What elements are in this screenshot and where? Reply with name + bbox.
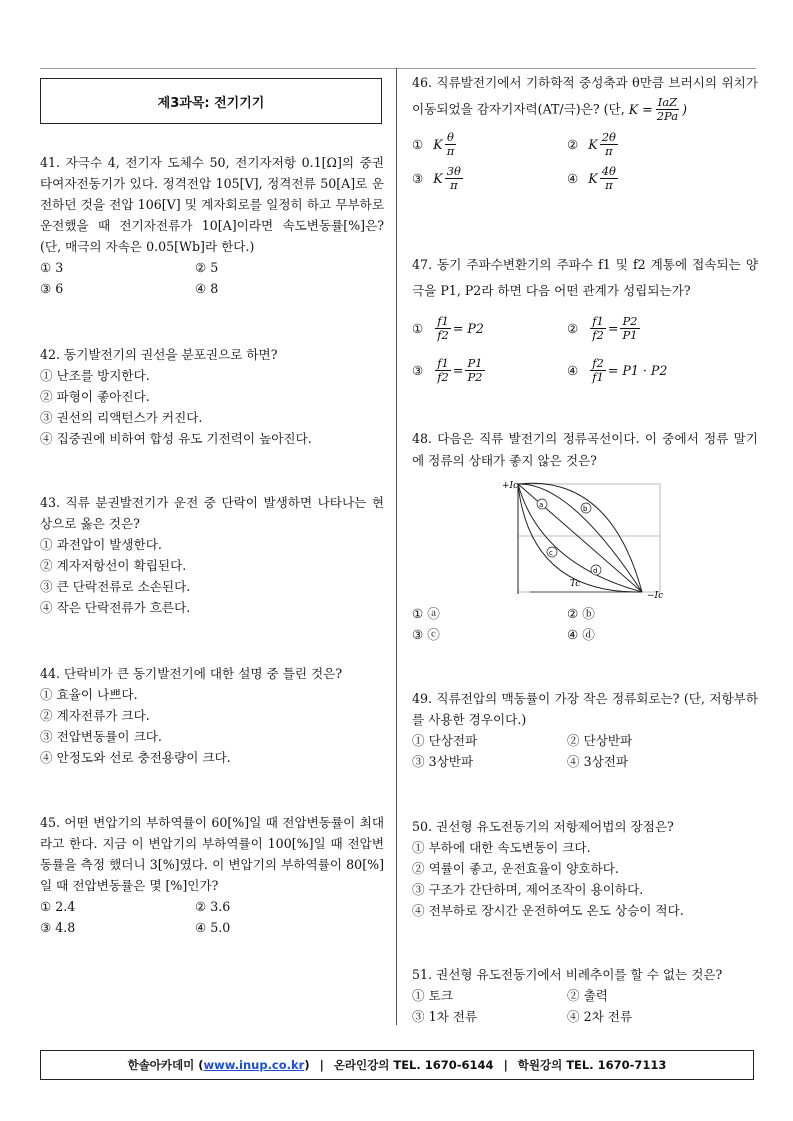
option-numerator: f1: [437, 355, 449, 370]
option-3[interactable]: ③ 권선의 리액턴스가 커진다.: [40, 410, 203, 425]
option-2[interactable]: ② $\frac{f1}{f2}$ = $\frac{P2}{P1}$: [567, 313, 638, 342]
question-stem: 41. 자극수 4, 전기자 도체수 50, 전기자저항 0.1[Ω]의 중권 타여자전동기가 있다. 정격전압 105[V], 정격전류 50[A]로 운전하던 것을 전압 106[V] 및 계자회로를 일정히 하고 무부하로 운전했을 때 전기자전류가 10[A]이라면 속도변동률[%]은? (단, 매극의 자속은 0.05[Wb]라 한다.): [40, 155, 384, 254]
question-stem: 47. 동기 주파수변환기의 주파수 f1 및 f2 계통에 접속되는 양극을 P1, P2라 하면 다음 어떤 관계가 성립되는가?: [412, 257, 758, 298]
option-4[interactable]: ④ 작은 단락전류가 흐른다.: [40, 600, 191, 615]
option-1[interactable]: ① 3: [40, 260, 64, 275]
footer-banner: 한솔아카데미 ( www.inup.co.kr ) | 온라인강의 TEL. 1670-6144 | 학원강의 TEL. 1670-7113: [40, 1050, 754, 1080]
option-rhs-numerator: P2: [622, 313, 638, 328]
option-4[interactable]: [567, 165, 722, 192]
option-numerator: 3θ: [446, 163, 461, 178]
formula-k: K = $\frac{\text{IaZ}}{2Pa}$ ): [628, 95, 688, 123]
option-1[interactable]: ① 난조를 방지한다.: [40, 368, 150, 383]
option-mark: ②: [567, 320, 579, 336]
k-symbol: K: [433, 170, 443, 186]
option-1[interactable]: ① 단상전파: [412, 733, 478, 748]
question-stem: 51. 권선형 유도전동기에서 비례추이를 할 수 없는 것은?: [412, 967, 723, 982]
linear-commutation-line: [518, 484, 642, 592]
k-symbol: K: [433, 136, 443, 152]
formula-denominator: 2Pa: [656, 109, 679, 123]
academy-link[interactable]: www.inup.co.kr: [203, 1058, 305, 1072]
option-3[interactable]: ③ $\frac{f1}{f2}$ = $\frac{P1}{P2}$: [412, 355, 483, 384]
period-label: Tc: [570, 579, 581, 589]
question-stem: [412, 70, 758, 123]
question-45: [40, 812, 384, 938]
option-1[interactable]: [412, 315, 567, 342]
question-stem: 49. 직류전압의 맥동률이 가장 작은 정류회로는? (단, 저항부하를 사용한 경우이다.): [412, 691, 758, 727]
curve-b-label: b: [583, 505, 588, 513]
question-stem: 44. 단락비가 큰 동기발전기에 대한 설명 중 틀린 것은?: [40, 666, 343, 681]
option-mark: ①: [412, 136, 424, 152]
option-numerator: f2: [592, 355, 604, 370]
option-3[interactable]: ③ 전압변동률이 크다.: [40, 729, 162, 744]
option-2[interactable]: ② 5: [195, 260, 219, 275]
option-4[interactable]: ④ ⓓ: [567, 627, 595, 642]
curve-c-label: c: [549, 549, 553, 557]
option-rhs-denominator: P1: [622, 327, 638, 342]
option-denominator: f1: [592, 369, 604, 384]
question-46: [412, 70, 758, 193]
option-3[interactable]: ③ ⓒ: [412, 627, 440, 642]
option-denominator: f2: [437, 369, 449, 384]
option-1[interactable]: ① 효율이 나쁘다.: [40, 687, 138, 702]
question-48: [412, 428, 758, 472]
option-mark: ①: [412, 320, 424, 336]
option-4[interactable]: ④ 8: [195, 281, 219, 296]
option-3[interactable]: ③ 1차 전류: [412, 1009, 478, 1024]
top-label: +Ic: [502, 481, 519, 491]
option-2[interactable]: ② 출력: [567, 988, 608, 1003]
option-2[interactable]: ② 계자전류가 크다.: [40, 708, 150, 723]
option-numerator: θ: [447, 129, 454, 144]
option-2[interactable]: ② 단상반파: [567, 733, 633, 748]
option-4[interactable]: ④ 3상전파: [567, 754, 629, 769]
option-1[interactable]: [412, 131, 567, 158]
option-4[interactable]: ④ 안정도와 선로 충전용량이 크다.: [40, 750, 231, 765]
k-symbol: K: [588, 136, 598, 152]
option-3[interactable]: ③ 큰 단락전류로 소손된다.: [40, 579, 191, 594]
question-48-options: [412, 603, 758, 645]
option-4[interactable]: ④ 집중권에 비하여 합성 유도 기전력이 높아진다.: [40, 431, 312, 446]
option-denominator: π: [450, 177, 458, 192]
subject-title: 제3과목: 전기기기: [40, 78, 382, 124]
option-2[interactable]: ② 계자저항선이 확립된다.: [40, 558, 187, 573]
formula-k-symbol: K: [628, 101, 639, 117]
option-mark: ③: [412, 362, 424, 378]
question-47: [412, 252, 758, 388]
question-stem: 43. 직류 분권발전기가 운전 중 단락이 발생하면 나타나는 현상으로 옳은 것은?: [40, 495, 384, 531]
question-51: [412, 964, 758, 1027]
option-1[interactable]: ① 2.4: [40, 899, 76, 914]
option-3[interactable]: ③ 구조가 간단하며, 제어조작이 용이하다.: [412, 882, 644, 897]
option-3[interactable]: ③ 6: [40, 281, 64, 296]
question-50: [412, 816, 758, 921]
offline-phone: 학원강의 TEL. 1670-7113: [517, 1058, 667, 1072]
question-stem: 45. 어떤 변압기의 부하역률이 60[%]일 때 전압변동률이 최대라고 한다. 지금 이 변압기의 부하역률이 100[%]일 때 전압변동률을 측정 했더니 3[%]였다. 이 변압기의 부하역률이 80[%]일 때 전압변동률은 몇 [%]인가?: [40, 815, 384, 893]
question-42: [40, 344, 384, 449]
stem-text: 46. 직류발전기에서 기하학적 중성축과 θ만큼 브러시의 위치가 이동되었을 감자기자력(AT/극)은? (단,: [412, 75, 758, 117]
option-denominator: f2: [592, 327, 604, 342]
option-rhs-denominator: P2: [467, 369, 483, 384]
option-1[interactable]: ① 토크: [412, 988, 453, 1003]
option-mark: ④: [567, 170, 579, 186]
option-denominator: f2: [437, 327, 449, 342]
separator: |: [319, 1058, 324, 1072]
question-stem: 48. 다음은 직류 발전기의 정류곡선이다. 이 중에서 정류 말기에 정류의 상태가 좋지 않은 것은?: [412, 431, 758, 468]
question-stem: 50. 권선형 유도전동기의 저항제어법의 장점은?: [412, 819, 674, 834]
option-numerator: f1: [592, 313, 604, 328]
curve-d-label: d: [593, 567, 598, 575]
option-2[interactable]: ② ⓑ: [567, 606, 595, 621]
question-44: [40, 663, 384, 768]
option-3[interactable]: [412, 165, 567, 192]
option-rhs: = P2: [452, 320, 484, 336]
option-mark: ④: [567, 362, 579, 378]
option-2[interactable]: ② 역률이 좋고, 운전효율이 양호하다.: [412, 861, 619, 876]
option-denominator: π: [446, 143, 455, 158]
option-1[interactable]: ① 과전압이 발생한다.: [40, 537, 162, 552]
option-4[interactable]: ④ 5.0: [195, 920, 231, 935]
option-4[interactable]: ④ 2차 전류: [567, 1009, 633, 1024]
separator: |: [503, 1058, 508, 1072]
question-49: [412, 688, 758, 772]
question-41: [40, 152, 384, 299]
online-phone: 온라인강의 TEL. 1670-6144: [333, 1058, 494, 1072]
option-numerator: f1: [437, 313, 449, 328]
option-2[interactable]: ② 파형이 좋아진다.: [40, 389, 150, 404]
option-denominator: π: [605, 177, 613, 192]
option-3[interactable]: ③ 4.8: [40, 920, 76, 935]
bottom-label: −Ic: [647, 591, 664, 601]
formula-numerator: IaZ: [657, 95, 678, 109]
curve-a-label: a: [539, 501, 544, 509]
option-2[interactable]: [567, 131, 722, 158]
option-3[interactable]: ③ 3상반파: [412, 754, 474, 769]
option-2[interactable]: ② 3.6: [195, 899, 231, 914]
top-rule: [40, 68, 756, 69]
k-symbol: K: [588, 170, 598, 186]
column-divider: [396, 68, 397, 1025]
option-numerator: 2θ: [601, 129, 616, 144]
option-mark: ②: [567, 136, 579, 152]
option-4[interactable]: [567, 357, 722, 384]
option-rhs-numerator: P1: [467, 355, 483, 370]
question-43: [40, 492, 384, 618]
option-1[interactable]: ① ⓐ: [412, 606, 440, 621]
option-numerator: 4θ: [601, 163, 616, 178]
option-4[interactable]: ④ 전부하로 장시간 운전하여도 온도 상승이 적다.: [412, 903, 684, 918]
commutation-curve-diagram: [500, 474, 680, 602]
option-denominator: π: [605, 143, 613, 158]
option-1[interactable]: ① 부하에 대한 속도변동이 크다.: [412, 840, 591, 855]
question-stem: 42. 동기발전기의 권선을 분포권으로 하면?: [40, 347, 278, 362]
option-rhs: = P1 · P2: [607, 362, 668, 378]
academy-name: 한솔아카데미: [127, 1058, 195, 1072]
option-mark: ③: [412, 170, 424, 186]
